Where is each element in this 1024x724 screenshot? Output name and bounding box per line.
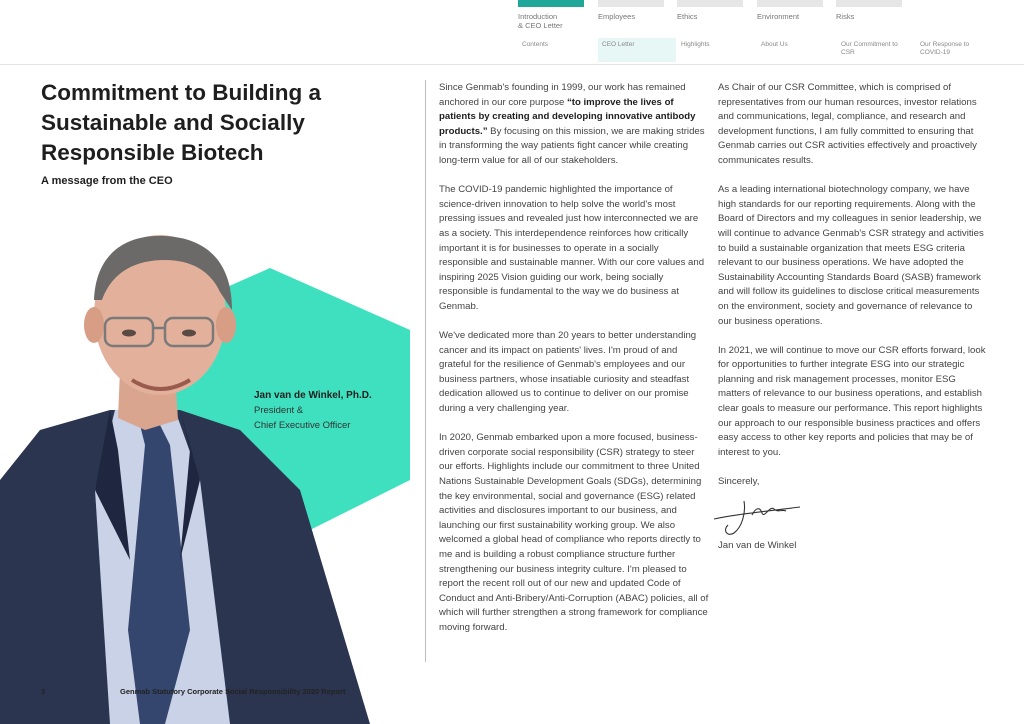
- subtab-about-us[interactable]: About Us: [761, 41, 788, 48]
- subtab-ceo-letter[interactable]: CEO Letter: [598, 38, 676, 62]
- paragraph: The COVID-19 pandemic highlighted the importance of science-driven innovation to help solve the world's most pressing issues and revealed just how interconnected we are as a society. This interdependence reinforces how critically important it is for businesses to operate in a socially responsible and sustainable manner. With our core values and inspiring 2025 Vision guiding our work, being socially responsible is fundamental to the way we do business at Genmab.: [439, 184, 705, 312]
- signature-name: Jan van de Winkel: [718, 540, 797, 551]
- paragraph: Since Genmab's founding in 1999, our work has remained anchored in our core purpose “to improve the lives of patients by creating and developing innovative antibody products.” By focusing on this mission, we are making strides in transforming the way patients fight cancer while creating long-term value for all of our stakeholders.: [439, 82, 705, 166]
- tab-label: Risks: [836, 12, 855, 21]
- ceo-name: Jan van de Winkel, Ph.D.: [254, 390, 372, 401]
- tab-indicator: [836, 0, 902, 7]
- ceo-portrait: [0, 230, 400, 724]
- tab-label: Environment: [757, 12, 800, 21]
- subtab-our-commitment[interactable]: Our Commitment to CSR: [841, 41, 898, 56]
- letter-column-2: [718, 81, 988, 504]
- page-subtitle: A message from the CEO: [41, 175, 173, 187]
- footer-report-title: Genmab Statutory Corporate Social Responsibility 2020 Report: [120, 687, 346, 696]
- paragraph: As a leading international biotechnology company, we have high standards for our reporting requirements. Along with the Board of Directors and my colleagues in senior leadership, we will continue to advance Genmab's CSR strategy and activities to build a sustainable organization that meets ESG criteria relevant to our business operations. We have adopted the Sustainability Accounting Standards Board (SASB) framework and will follow its guidelines to disclose critical measurements on the environment, society and governance of relevance to our business operations.: [718, 184, 984, 327]
- signature: [712, 495, 807, 540]
- tab-indicator: [677, 0, 743, 7]
- tab-indicator: [757, 0, 823, 7]
- tab-label: Ethics: [677, 12, 698, 21]
- tab-risks[interactable]: [836, 0, 902, 21]
- tab-label: Introduction & CEO Letter: [518, 12, 563, 30]
- letter-column-1: [439, 81, 709, 650]
- page-number: 3: [41, 687, 46, 696]
- paragraph: In 2020, Genmab embarked upon a more focused, business-driven corporate social responsibility (CSR) strategy to steer our efforts. Highlights include our commitment to three United Nations Sustainable Development Goals (SDGs), determining the key environmental, social and governance (ESG) related activities and disclosures important to our business, and launching our first sustainability working group. We also welcomed a global head of compliance who reports directly to me and is building a robust compliance structure further strengthening our business integrity culture. I'm pleased to report the recent roll out of our new and updated Code of Conduct and Anti-Bribery/Anti-Corruption (ABAC) policies, all of which will further strengthen a strong framework for compliance moving forward.: [439, 432, 709, 633]
- tab-indicator: [518, 0, 584, 7]
- tab-label: Employees: [598, 12, 636, 21]
- tab-introduction[interactable]: [518, 0, 584, 30]
- paragraph: As Chair of our CSR Committee, which is comprised of representatives from our human resources, investor relations and communications, legal, compliance, and research and development functions, I am fully committed to ensuring that Genmab carries out CSR activities effectively and proactively communicates results.: [718, 82, 977, 166]
- paragraph: In 2021, we will continue to move our CSR efforts forward, look for opportunities to further integrate ESG into our strategic planning and risk management processes, monitor ESG matters of relevance to our business operations, and establish clear goals to measure our performance. This report highlights our approach to our responsible business practices and offers easy access to other key reports and policies that may be of interest to you.: [718, 344, 986, 458]
- page-title: Commitment to Building a Sustainable and Socially Responsible Biotech: [41, 80, 321, 165]
- column-divider: [425, 80, 426, 662]
- tab-environment[interactable]: [757, 0, 823, 21]
- closing: Sincerely,: [718, 476, 760, 488]
- ceo-role-line1: President &: [254, 405, 304, 416]
- ceo-role-line2: Chief Executive Officer: [254, 420, 351, 431]
- subtab-covid-response[interactable]: Our Response to COVID-19: [920, 41, 970, 56]
- paragraph: We've dedicated more than 20 years to better understanding cancer and its impact on patients' lives. I'm proud of and grateful for the resilience of Genmab's employees and our business partners, whose insatiable curiosity and steadfast dedication allowed us to continue to deliver on our promise during a very challenging year.: [439, 330, 697, 415]
- tab-employees[interactable]: [598, 0, 664, 21]
- subtab-contents[interactable]: Contents: [522, 41, 549, 48]
- tab-indicator: [598, 0, 664, 7]
- tab-ethics[interactable]: [677, 0, 743, 21]
- subtab-highlights[interactable]: Highlights: [681, 41, 710, 48]
